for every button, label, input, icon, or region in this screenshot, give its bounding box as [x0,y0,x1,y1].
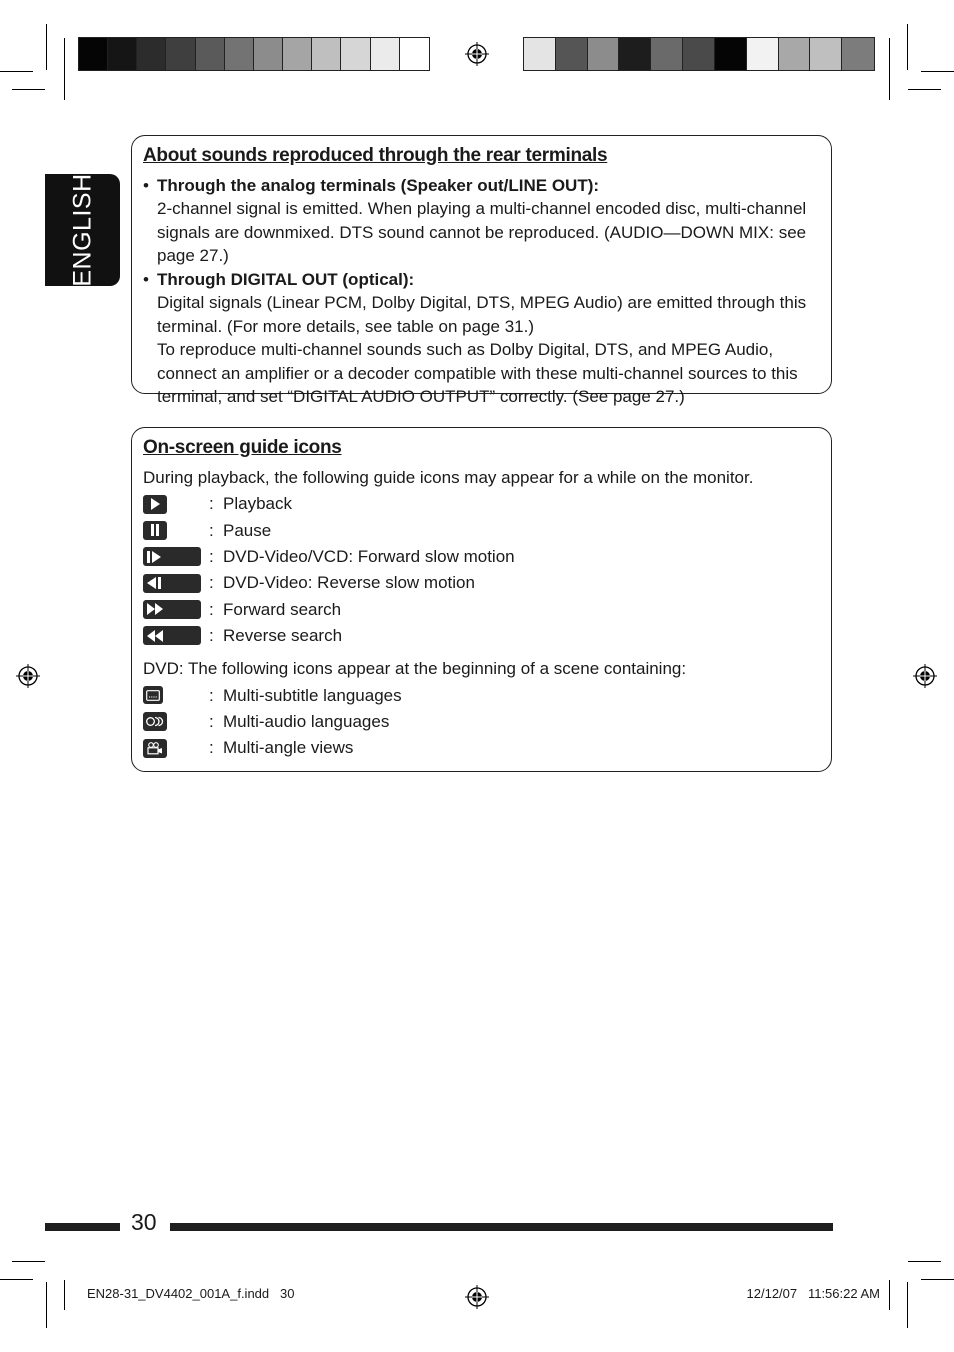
icon-label: Reverse search [223,625,343,645]
list-item [143,596,820,622]
colon: : [209,494,214,514]
crop-mark [921,1279,954,1280]
list-item [143,570,820,596]
color-swatch [683,38,715,70]
color-swatch [196,38,225,70]
icon-label: Multi-audio languages [223,711,390,731]
color-swatch [79,38,108,70]
analog-title: • Through the analog terminals (Speaker out/LINE OUT): [157,175,600,195]
colon: : [209,711,214,731]
colon: : [209,738,214,758]
crop-mark [12,89,45,90]
color-swatch [312,38,341,70]
forward-search-icon [143,600,201,619]
crop-mark [0,1279,33,1280]
crop-mark [46,24,47,70]
digital-title: • Through DIGITAL OUT (optical): [157,269,415,289]
reverse-search-icon [143,626,201,645]
forward-slow-icon [143,547,201,566]
color-swatch [108,38,137,70]
colon: : [209,573,214,593]
digital-bullet [143,268,820,409]
icon-label: DVD-Video: Reverse slow motion [223,573,475,593]
color-swatch [747,38,779,70]
colon: : [209,599,214,619]
icon-label: Multi-subtitle languages [223,685,402,705]
color-swatch [371,38,400,70]
footer-rule-right [170,1223,833,1231]
color-bar-left [78,37,430,71]
color-swatch [341,38,370,70]
color-swatch [254,38,283,70]
color-swatch [556,38,588,70]
subtitle-icon [143,686,163,704]
registration-mark-icon [465,42,489,66]
icon-label: Pause [223,520,272,540]
crop-mark [907,24,908,70]
slug-file-info: EN28-31_DV4402_001A_f.indd 30 [87,1286,295,1301]
list-item [143,735,820,761]
icon-label: DVD-Video/VCD: Forward slow motion [223,546,515,566]
crop-mark [46,1282,47,1328]
analog-text: 2-channel signal is emitted. When playing a multi-channel encoded disc, multi-channel signals are downmixed. DTS sound cannot be reproduced. (AUDIO—DOWN MIX: see page 27.) [157,199,807,265]
language-tab [45,174,120,286]
icon-label: Playback [223,494,292,514]
crop-mark [889,38,890,100]
guide-icons-section [131,427,832,772]
color-swatch [166,38,195,70]
pause-icon [143,521,167,540]
play-icon [143,495,167,514]
list-item [143,517,820,543]
color-swatch [651,38,683,70]
crop-mark [907,1282,908,1328]
crop-mark [908,89,941,90]
digital-text-1: Digital signals (Linear PCM, Dolby Digital, DTS, MPEG Audio) are emitted through this terminal. (For more details, see table on page 31.) [157,293,807,336]
rear-terminals-section [131,135,832,406]
page-number: 30 [131,1209,157,1235]
list-item [143,682,820,708]
language-tab-label: ENGLISH [68,173,96,287]
colon: : [209,685,214,705]
audio-icon [143,712,167,731]
color-swatch [225,38,254,70]
crop-mark [921,71,954,72]
color-swatch [842,38,874,70]
icon-label: Forward search [223,599,342,619]
color-swatch [810,38,842,70]
reverse-slow-icon [143,574,201,593]
color-swatch [619,38,651,70]
registration-mark-icon [913,664,937,688]
color-swatch [524,38,556,70]
colon: : [209,520,214,540]
color-bar-right [523,37,875,71]
analog-bullet [143,174,820,268]
list-item [143,622,820,648]
color-swatch [779,38,811,70]
dvd-intro: DVD: The following icons appear at the beginning of a scene containing: [143,658,687,678]
crop-mark [64,1280,65,1310]
digital-text-2: To reproduce multi-channel sounds such as Dolby Digital, DTS, and MPEG Audio, connect an amplifier or a decoder compatible with these multi-channel sources to this terminal, and set “DIGITAL AUDIO OUTPUT” correctly. (See page 27.) [157,340,798,406]
color-swatch [715,38,747,70]
guide-icons-intro: During playback, the following guide icons may appear for a while on the monitor. [143,467,754,487]
slug-timestamp: 12/12/07 11:56:22 AM [746,1286,880,1301]
crop-mark [0,71,33,72]
color-swatch [588,38,620,70]
list-item [143,544,820,570]
crop-mark [908,1261,941,1262]
crop-mark [64,38,65,100]
registration-mark-icon [16,664,40,688]
angle-icon [143,739,167,758]
colon: : [209,625,214,645]
crop-mark [12,1261,45,1262]
icon-label: Multi-angle views [223,738,354,758]
color-swatch [283,38,312,70]
color-swatch [400,38,429,70]
footer-rule-left [45,1223,120,1231]
color-swatch [137,38,166,70]
guide-icons-heading: On-screen guide icons [143,437,342,458]
crop-mark [889,1280,890,1310]
list-item [143,709,820,735]
list-item [143,491,820,517]
rear-terminals-heading: About sounds reproduced through the rear terminals [143,145,608,166]
registration-mark-icon [465,1285,489,1309]
colon: : [209,546,214,566]
